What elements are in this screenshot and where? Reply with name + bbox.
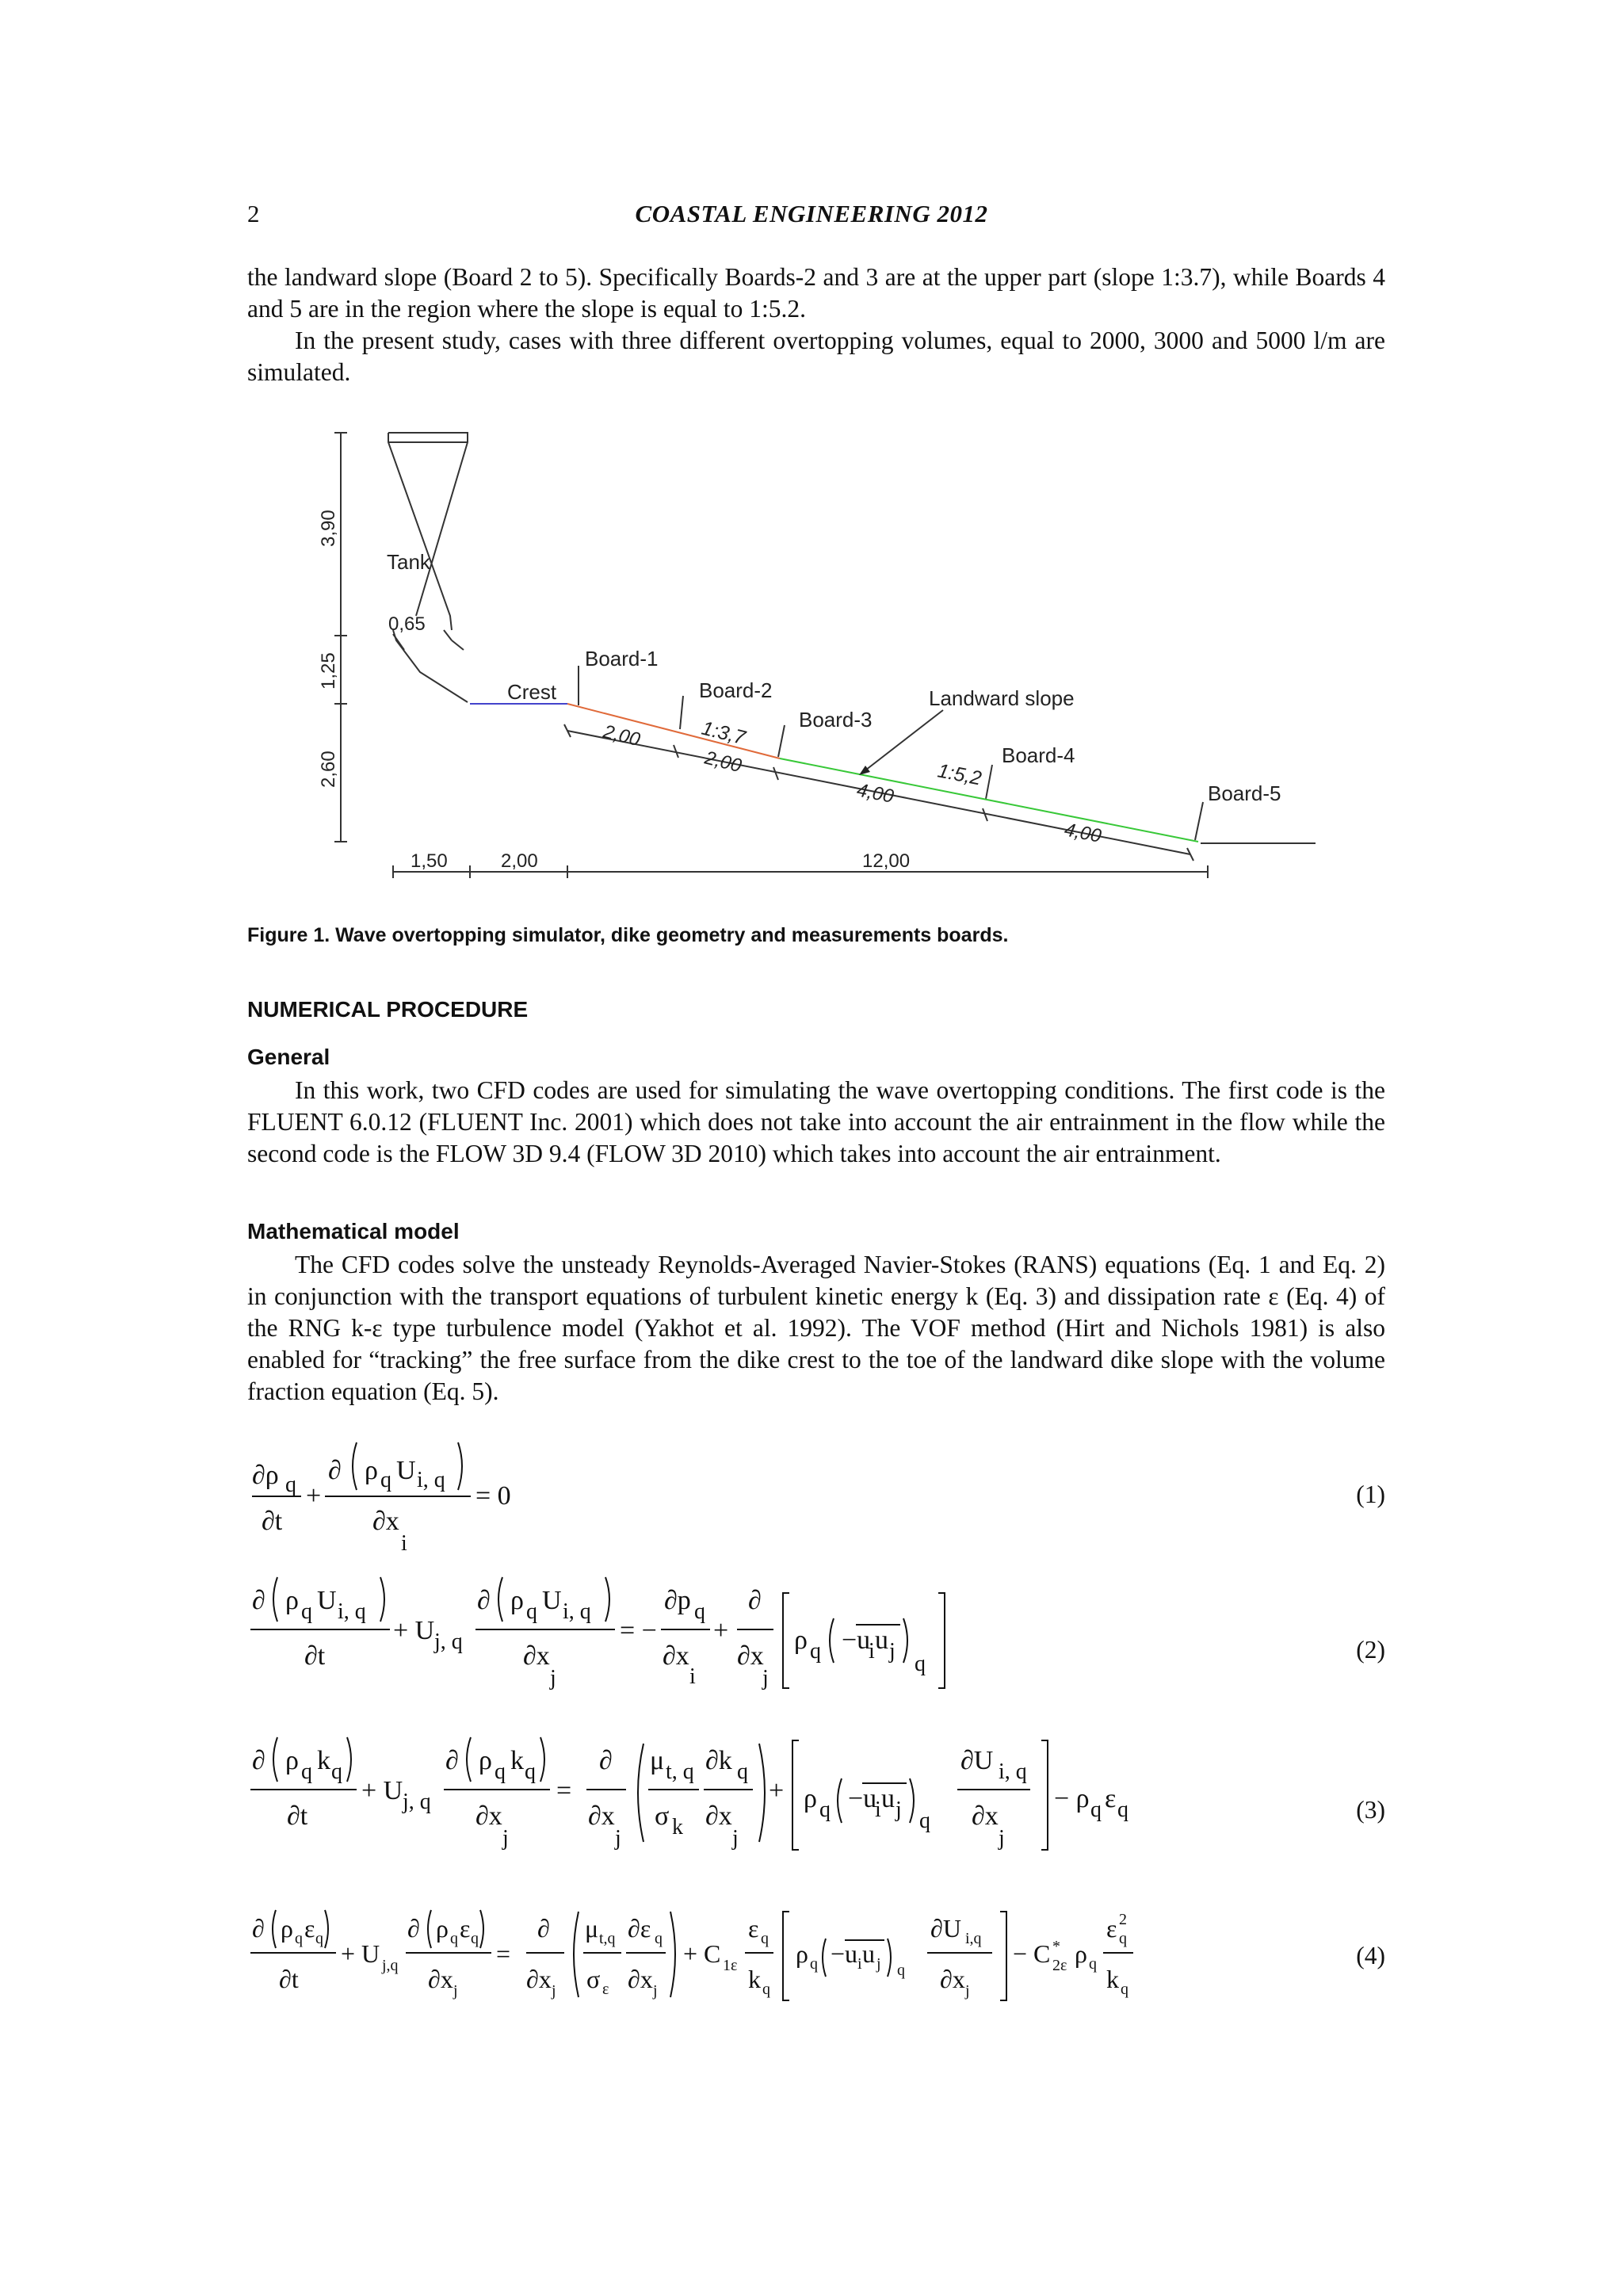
svg-text:j: j	[965, 1982, 970, 2000]
svg-text:q: q	[526, 1599, 537, 1624]
svg-text:∂: ∂	[445, 1746, 459, 1775]
dim-slope-4: 4,00	[1062, 819, 1103, 847]
svg-text:σ: σ	[655, 1801, 670, 1831]
svg-text:j: j	[999, 1826, 1005, 1851]
svg-text:ρ: ρ	[436, 1914, 449, 1943]
svg-text:j: j	[896, 1797, 902, 1822]
svg-text:∂x: ∂x	[940, 1965, 965, 1993]
svg-text:j, q: j, q	[403, 1790, 431, 1814]
svg-text:ρ: ρ	[510, 1586, 524, 1615]
intro-paragraph-2: In the present study, cases with three different overtopping volumes, equal to 2000, 3000 and 5000 l/m are simulated.	[247, 327, 1385, 386]
svg-text:k: k	[748, 1965, 761, 1993]
svg-text:− C: − C	[1013, 1939, 1051, 1968]
dim-vertical-1: 3,90	[318, 510, 339, 547]
svg-text:+: +	[713, 1616, 729, 1645]
running-header: COASTAL ENGINEERING 2012	[635, 200, 988, 227]
label-slope-upper: 1:3,7	[699, 716, 748, 750]
svg-text:q: q	[655, 1930, 663, 1947]
svg-text:q: q	[810, 1955, 818, 1973]
svg-text:ρ: ρ	[281, 1914, 293, 1943]
label-opening: 0,65	[388, 613, 426, 635]
svg-text:q: q	[762, 1981, 770, 1998]
svg-text:j: j	[762, 1666, 769, 1690]
svg-text:σ: σ	[586, 1965, 601, 1993]
svg-text:ε: ε	[602, 1981, 609, 1998]
svg-text:j, q: j, q	[434, 1629, 463, 1654]
svg-text:q: q	[1090, 1797, 1102, 1822]
svg-text:t, q: t, q	[666, 1759, 694, 1784]
svg-text:ε: ε	[304, 1914, 315, 1943]
svg-text:j,q: j,q	[382, 1957, 399, 1974]
svg-text:ρ: ρ	[285, 1746, 299, 1775]
svg-text:i: i	[401, 1531, 407, 1556]
svg-text:∂ρ: ∂ρ	[252, 1461, 279, 1490]
svg-text:μ: μ	[650, 1746, 665, 1775]
svg-text:ρ: ρ	[479, 1746, 492, 1775]
svg-text:u: u	[881, 1784, 895, 1813]
svg-text:q: q	[301, 1759, 312, 1784]
subsection-heading-general: General	[247, 1045, 330, 1069]
svg-text:q: q	[1089, 1955, 1097, 1973]
svg-text:∂: ∂	[328, 1456, 342, 1485]
equation-4-number: (4)	[1356, 1942, 1385, 1969]
svg-text:+ U: + U	[393, 1616, 435, 1645]
svg-text:∂U: ∂U	[960, 1746, 994, 1775]
label-board-1: Board-1	[585, 647, 659, 670]
svg-text:q: q	[331, 1759, 342, 1784]
svg-text:i, q: i, q	[338, 1599, 366, 1624]
svg-text:j: j	[502, 1826, 509, 1851]
svg-text:j: j	[552, 1982, 556, 2000]
svg-text:+: +	[769, 1776, 785, 1805]
svg-text:∂ε: ∂ε	[628, 1914, 651, 1943]
svg-text:−u: −u	[842, 1626, 871, 1655]
svg-text:j: j	[889, 1639, 896, 1664]
svg-text:ε: ε	[1106, 1914, 1117, 1943]
svg-text:k: k	[510, 1746, 524, 1775]
svg-text:∂x: ∂x	[428, 1965, 453, 1993]
svg-text:∂t: ∂t	[304, 1641, 326, 1671]
svg-text:∂x: ∂x	[523, 1641, 550, 1671]
dim-slope-1: 2,00	[601, 720, 643, 751]
svg-text:∂k: ∂k	[705, 1746, 732, 1775]
equation-3	[250, 1737, 1128, 1851]
svg-text:k: k	[672, 1815, 683, 1839]
label-crest: Crest	[507, 680, 557, 704]
svg-text:∂x: ∂x	[588, 1801, 615, 1831]
svg-text:i, q: i, q	[999, 1759, 1027, 1784]
svg-text:∂x: ∂x	[705, 1801, 732, 1831]
equation-3-number: (3)	[1356, 1796, 1385, 1824]
svg-text:= 0: = 0	[475, 1481, 511, 1511]
svg-text:ρ: ρ	[365, 1456, 378, 1485]
svg-text:q: q	[897, 1962, 905, 1979]
svg-text:2: 2	[1119, 1911, 1127, 1928]
svg-text:U: U	[317, 1586, 337, 1615]
svg-text:∂x: ∂x	[972, 1801, 999, 1831]
equation-1	[252, 1442, 511, 1556]
svg-text:q: q	[761, 1930, 769, 1947]
svg-text:∂: ∂	[477, 1586, 491, 1615]
svg-text:q: q	[919, 1809, 930, 1833]
dim-slope-3: 4,00	[854, 779, 896, 808]
label-slope-lower: 1:5,2	[935, 759, 983, 790]
equation-2	[250, 1577, 945, 1690]
svg-text:∂x: ∂x	[526, 1965, 552, 1993]
svg-text:∂: ∂	[537, 1914, 550, 1943]
svg-text:− ρ: − ρ	[1054, 1784, 1090, 1813]
svg-text:∂x: ∂x	[663, 1641, 689, 1671]
svg-text:∂: ∂	[599, 1746, 613, 1775]
svg-text:j: j	[453, 1982, 458, 2000]
svg-text:∂x: ∂x	[628, 1965, 653, 1993]
equation-4	[250, 1910, 1133, 2000]
svg-text:u: u	[862, 1939, 875, 1968]
page-number: 2	[247, 200, 260, 227]
svg-text:∂t: ∂t	[287, 1801, 308, 1831]
svg-text:ρ: ρ	[285, 1586, 299, 1615]
svg-text:k: k	[1106, 1965, 1119, 1993]
svg-text:∂x: ∂x	[475, 1801, 502, 1831]
svg-text:−u: −u	[831, 1939, 858, 1968]
svg-text:i: i	[689, 1664, 696, 1689]
math-paragraph: The CFD codes solve the unsteady Reynolds-Averaged Navier-Stokes (RANS) equations (Eq. 1 and Eq. 2) in conjunction with the transport equations of turbulent kinetic energy k (Eq. 3) and dissipation rate ε (Eq. 4) of the RNG k-ε type turbulence model (Yakhot et al. 1992). The VOF method (Hirt and Nichols 1981) is also enabled for “tracking” the free surface from the dike crest to the toe of the landward dike slope with the volume fraction equation (Eq. 5).	[247, 1251, 1385, 1405]
label-board-4: Board-4	[1002, 743, 1075, 767]
equation-2-number: (2)	[1356, 1636, 1385, 1664]
svg-text:ε: ε	[748, 1914, 759, 1943]
svg-text:*: *	[1052, 1938, 1060, 1955]
svg-text:i: i	[875, 1797, 881, 1822]
svg-text:ρ: ρ	[794, 1626, 808, 1655]
svg-text:q: q	[915, 1652, 926, 1676]
svg-text:q: q	[450, 1930, 458, 1947]
svg-text:i: i	[857, 1955, 862, 1973]
dim-horizontal-3: 12,00	[862, 850, 911, 872]
svg-text:q: q	[380, 1468, 391, 1492]
svg-text:i: i	[869, 1639, 875, 1664]
svg-text:q: q	[285, 1473, 296, 1497]
figure-1-caption: Figure 1. Wave overtopping simulator, dike geometry and measurements boards.	[247, 924, 1009, 946]
svg-text:ρ: ρ	[804, 1784, 817, 1813]
svg-text:q: q	[737, 1759, 748, 1784]
svg-text:2ε: 2ε	[1052, 1957, 1067, 1974]
svg-text:q: q	[1117, 1797, 1128, 1822]
svg-text:1ε: 1ε	[723, 1957, 738, 1974]
label-board-3: Board-3	[799, 708, 873, 732]
svg-text:u: u	[875, 1626, 888, 1655]
svg-text:=: =	[556, 1776, 572, 1805]
svg-text:q: q	[301, 1599, 312, 1624]
svg-text:t,q: t,q	[599, 1930, 616, 1947]
label-board-2: Board-2	[699, 678, 773, 702]
svg-text:+ C: + C	[683, 1939, 721, 1968]
svg-text:i, q: i, q	[417, 1468, 445, 1492]
svg-text:ε: ε	[460, 1914, 471, 1943]
label-landward-slope: Landward slope	[929, 686, 1075, 710]
label-tank: Tank	[387, 550, 430, 574]
svg-text:U: U	[396, 1456, 416, 1485]
svg-text:ρ: ρ	[1075, 1939, 1087, 1968]
svg-text:q: q	[1119, 1930, 1127, 1947]
svg-text:∂x: ∂x	[372, 1507, 399, 1536]
svg-text:q: q	[1121, 1981, 1128, 1998]
dim-slope-2: 2,00	[702, 747, 744, 777]
subsection-heading-math-model: Mathematical model	[247, 1219, 460, 1244]
svg-text:q: q	[810, 1639, 821, 1664]
svg-text:ρ: ρ	[796, 1939, 808, 1968]
svg-text:ε: ε	[1105, 1784, 1117, 1813]
svg-text:∂: ∂	[252, 1586, 265, 1615]
svg-text:U: U	[542, 1586, 562, 1615]
svg-text:j: j	[615, 1826, 621, 1851]
svg-text:∂: ∂	[252, 1746, 265, 1775]
svg-text:∂U: ∂U	[930, 1914, 961, 1943]
svg-text:q: q	[315, 1930, 323, 1947]
svg-text:j: j	[550, 1666, 556, 1690]
svg-text:q: q	[295, 1930, 303, 1947]
dim-horizontal-2: 2,00	[501, 850, 538, 872]
svg-text:∂t: ∂t	[262, 1507, 283, 1536]
svg-text:+ U: + U	[341, 1939, 380, 1968]
svg-text:∂x: ∂x	[737, 1641, 764, 1671]
svg-text:∂t: ∂t	[279, 1965, 299, 1993]
svg-text:= −: = −	[620, 1616, 657, 1645]
general-paragraph: In this work, two CFD codes are used for simulating the wave overtopping conditions. The first code is the FLUENT 6.0.12 (FLUENT Inc. 2001) which does not take into account the air entrainment in the flow while the second code is the FLOW 3D 9.4 (FLOW 3D 2010) which takes into account the air entrainment.	[247, 1076, 1385, 1167]
svg-text:μ: μ	[585, 1914, 599, 1943]
svg-text:∂p: ∂p	[664, 1586, 691, 1615]
svg-text:=: =	[496, 1939, 511, 1968]
svg-text:∂: ∂	[252, 1914, 265, 1943]
dim-vertical-3: 2,60	[318, 751, 339, 788]
svg-text:q: q	[819, 1797, 831, 1822]
svg-text:k: k	[317, 1746, 330, 1775]
svg-text:q: q	[471, 1930, 479, 1947]
svg-text:q: q	[495, 1759, 506, 1784]
dim-vertical-2: 1,25	[318, 652, 339, 690]
svg-text:q: q	[525, 1759, 536, 1784]
svg-text:−u: −u	[848, 1784, 877, 1813]
svg-text:j: j	[653, 1982, 658, 2000]
svg-text:∂: ∂	[748, 1586, 762, 1615]
svg-text:+: +	[306, 1481, 322, 1511]
svg-text:q: q	[694, 1599, 705, 1624]
equation-1-number: (1)	[1356, 1480, 1385, 1508]
svg-text:i,q: i,q	[965, 1930, 982, 1947]
svg-text:j: j	[876, 1955, 881, 1973]
svg-text:∂: ∂	[407, 1914, 420, 1943]
svg-text:j: j	[732, 1826, 739, 1851]
label-board-5: Board-5	[1208, 781, 1281, 805]
dim-horizontal-1: 1,50	[411, 850, 448, 872]
svg-text:i, q: i, q	[563, 1599, 591, 1624]
section-heading-numerical: NUMERICAL PROCEDURE	[247, 997, 529, 1022]
intro-paragraph-1: the landward slope (Board 2 to 5). Specifically Boards-2 and 3 are at the upper part (slope 1:3.7), while Boards 4 and 5 are in the region where the slope is equal to 1:5.2.	[247, 263, 1385, 323]
svg-text:+ U: + U	[361, 1776, 403, 1805]
